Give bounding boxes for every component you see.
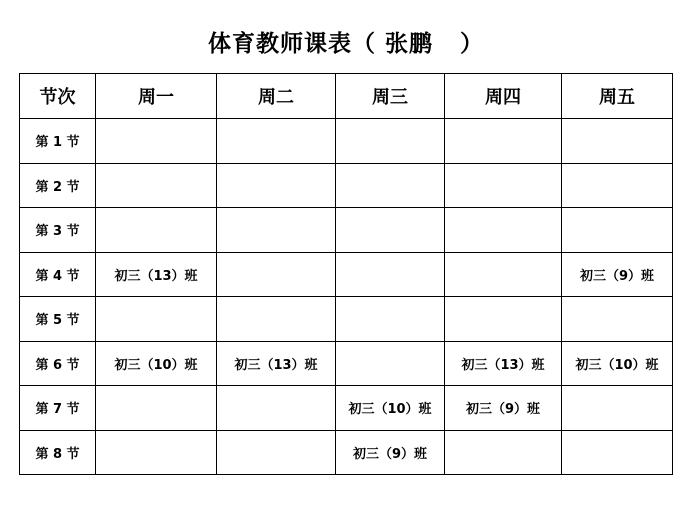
schedule-cell bbox=[445, 208, 562, 253]
schedule-cell bbox=[336, 252, 445, 297]
schedule-cell: 初三（13）班 bbox=[96, 252, 217, 297]
schedule-cell bbox=[562, 430, 673, 475]
title-close-paren: ） bbox=[460, 31, 485, 57]
schedule-cell bbox=[445, 430, 562, 475]
schedule-cell bbox=[96, 430, 217, 475]
table-row bbox=[20, 297, 673, 342]
schedule-cell bbox=[336, 341, 445, 386]
schedule-cell: 初三（9）班 bbox=[562, 252, 673, 297]
schedule-cell bbox=[336, 119, 445, 164]
table-row bbox=[20, 163, 673, 208]
header-thursday: 周四 bbox=[445, 74, 562, 119]
schedule-cell bbox=[562, 208, 673, 253]
header-monday: 周一 bbox=[96, 74, 217, 119]
header-row bbox=[20, 74, 673, 119]
table-row bbox=[20, 341, 673, 386]
header-tuesday: 周二 bbox=[217, 74, 336, 119]
schedule-cell bbox=[562, 297, 673, 342]
schedule-cell bbox=[217, 430, 336, 475]
header-friday: 周五 bbox=[562, 74, 673, 119]
schedule-cell bbox=[445, 252, 562, 297]
schedule-cell bbox=[562, 163, 673, 208]
table-row bbox=[20, 386, 673, 431]
table-row bbox=[20, 208, 673, 253]
schedule-cell: 初三（9）班 bbox=[445, 386, 562, 431]
schedule-cell bbox=[96, 208, 217, 253]
schedule-cell: 初三（10）班 bbox=[96, 341, 217, 386]
schedule-cell bbox=[336, 163, 445, 208]
page-title bbox=[0, 26, 692, 62]
schedule-cell bbox=[217, 386, 336, 431]
title-open-paren: （ bbox=[351, 31, 376, 57]
table-row bbox=[20, 252, 673, 297]
schedule-cell bbox=[445, 163, 562, 208]
header-period: 节次 bbox=[20, 74, 96, 119]
schedule-cell bbox=[217, 208, 336, 253]
period-label: 第 4 节 bbox=[20, 252, 96, 297]
schedule-cell bbox=[445, 119, 562, 164]
schedule-cell: 初三（13）班 bbox=[217, 341, 336, 386]
period-label: 第 1 节 bbox=[20, 119, 96, 164]
table-row bbox=[20, 119, 673, 164]
schedule-cell bbox=[445, 297, 562, 342]
schedule-cell: 初三（9）班 bbox=[336, 430, 445, 475]
schedule-cell bbox=[336, 208, 445, 253]
schedule-cell bbox=[562, 119, 673, 164]
period-label: 第 8 节 bbox=[20, 430, 96, 475]
schedule-cell bbox=[217, 297, 336, 342]
schedule-cell bbox=[96, 297, 217, 342]
period-label: 第 2 节 bbox=[20, 163, 96, 208]
timetable bbox=[19, 73, 673, 475]
schedule-cell bbox=[96, 163, 217, 208]
teacher-name: 张鹏 bbox=[384, 31, 433, 57]
schedule-cell bbox=[562, 386, 673, 431]
schedule-cell: 初三（10）班 bbox=[562, 341, 673, 386]
period-label: 第 5 节 bbox=[20, 297, 96, 342]
schedule-cell bbox=[217, 119, 336, 164]
period-label: 第 6 节 bbox=[20, 341, 96, 386]
title-main: 体育教师课表 bbox=[207, 31, 352, 57]
schedule-cell bbox=[217, 252, 336, 297]
schedule-cell: 初三（13）班 bbox=[445, 341, 562, 386]
schedule-cell bbox=[336, 297, 445, 342]
schedule-cell: 初三（10）班 bbox=[336, 386, 445, 431]
period-label: 第 3 节 bbox=[20, 208, 96, 253]
schedule-cell bbox=[96, 386, 217, 431]
period-label: 第 7 节 bbox=[20, 386, 96, 431]
table-row bbox=[20, 430, 673, 475]
schedule-cell bbox=[217, 163, 336, 208]
header-wednesday: 周三 bbox=[336, 74, 445, 119]
schedule-cell bbox=[96, 119, 217, 164]
